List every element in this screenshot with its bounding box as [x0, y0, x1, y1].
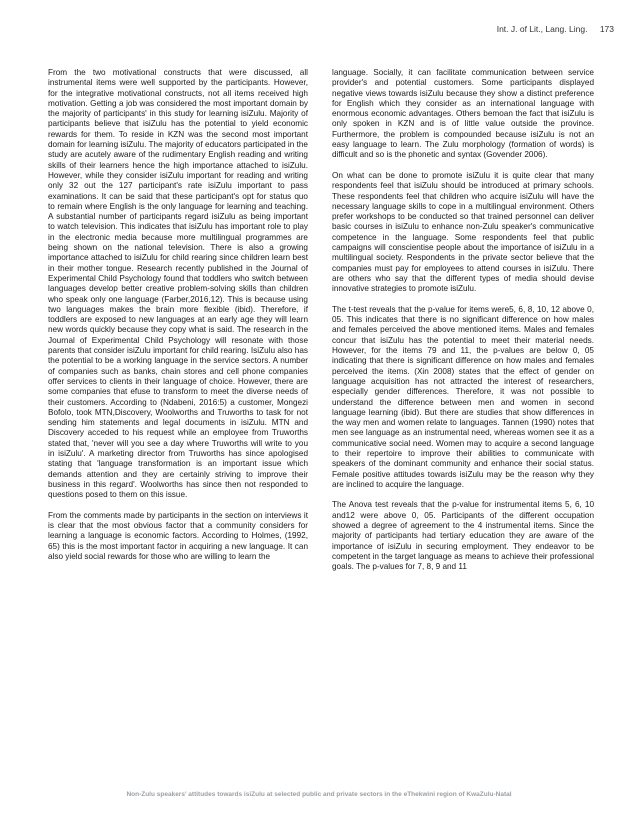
left-column [48, 68, 308, 573]
paragraph: On what can be done to promote isiZulu it is quite clear that many respondents feel that isiZulu should be introduced at primary schools. These respondents feel that children who acquire isiZulu will have the necessary language skills to cope in a multilingual environment. Others prefer workshops to be conducted so that trained personnel can deliver basic courses in isiZulu to enhance non-Zulu speaker's communicative competence in the language. Some respondents feel that public campaigns will conscientise people about the importance of isiZulu in a multilingual society. Respondents in the private sector believe that the companies must pay for employees to attend courses in isiZulu. There are others who say that the different types of media should devise innovative strategies to promote isiZulu. [332, 170, 594, 294]
page-number: 173 [599, 24, 614, 34]
paragraph: The Anova test reveals that the p-value for instrumental items 5, 6, 10 and12 were above 0, 05. Participants of the different occupation showed a degree of agreement to the 4 instrumental items. Since the majority of participants had tertiary education they are aware of the importance of isiZulu in securing employment. They endeavor to be competent in the target language as means to achieve their professional goals. The p-values for 7, 8, 9 and 11 [332, 500, 594, 572]
paragraph: From the two motivational constructs that were discussed, all instrumental items were well supported by the participants. However, for the integrative motivational constructs, not all items received high motivation. Getting a job was considered the most important domain by the majority of participants' in this study for learning isiZulu. Majority of participants believe that isiZulu has the potential to yield economic rewards for them. To reside in KZN was the second most important domain for learning isiZulu. The majority of educators participated in the study are acutely aware of the rudimentary English reading and writing skills of their learners hence the high importance attached to isiZulu. However, while they consider isiZulu important for reading and writing only 32 out the 127 participant's rate isiZulu important to pass examinations. It can be said that these participant's opt for status quo to remain where English is the only language for learning and teaching. A substantial number of participants regard isiZulu as being important to watch television. This indicates that isiZulu has important role to play in the electronic media because more multilingual programmes are being shown on the national television. There is also a growing importance attached to isiZulu for child rearing since children learn best in their mother tongue. Research recently published in the Journal of Experimental Child Psychology found that toddlers who switch between languages develop better creative problem-solving skills than children who speak only one language (Farber,2016,12). This is because using two languages makes the brain more flexible (ibid). Therefore, if toddlers are exposed to new languages at an early age they will learn new words quickly because they copy what is said. The research in the Journal of Experimental Child Psychology will resonate with those parents that consider isiZulu important for child rearing. IsiZulu also has the potential to be a working language in the service sectors. A number of companies such as banks, chain stores and cell phone companies offer services to clients in their language of choice. However, there are some companies that efuse to transform to meet the diverse needs of their customers. According to (Ndabeni, 2016:5) a customer, Mongezi Bofolo, took MTN,Discovery, Woolworths and Truworths to task for not sending him statements and legal documents in isiZulu. MTN and Discovery acceded to his request while an employee from Truworths stated that, 'never will you see a day where Truworths will write to you in isiZulu'. A marketing director from Truworths has since apologised stating that 'language transformation is an important issue which demands attention and they are certainly striving to improve their business in this regard'. Woolworths has since then not responded to questions posed to them on this issue. [48, 68, 308, 500]
paragraph: From the comments made by participants in the section on interviews it is clear that the most obvious factor that a community considers for learning a language is economic factors. According to Holmes, (1992, 65) this is the most important factor in acquiring a new language. It can also yield social rewards for those who are willing to learn the [48, 510, 308, 561]
right-column [332, 68, 594, 583]
running-header [497, 24, 614, 34]
paragraph: The t-test reveals that the p-value for items were5, 6, 8, 10, 12 above 0, 05. This indicates that there is no significant difference on how males and females perceived the above mentioned items. Males and females concur that isiZulu has the potential to meet their material needs. However, for the items 79 and 11, the p-values are below 0, 05 indicating that there is significant difference on how males and females perceived the items. (Xin 2008) states that the effect of gender on language acquisition has not attracted the interest of researchers, especially gender differences. Therefore, it was not possible to understand the difference between men and women in second language learning (ibid). But there are studies that show differences in the way men and women relate to languages. Tannen (1990) notes that men see language as an instrumental need, whereas women see it as a communicative social need. Women may to acquire a second language to their repertoire to improve their abilities to communicate with speakers of the dominant community and enhance their social status. Female positive attitudes towards isiZulu may be the reason why they are inclined to acquire the language. [332, 304, 594, 489]
paragraph: language. Socially, it can facilitate communication between service provider's and potential customers. Some participants displayed negative views towards isiZulu because they show a distinct preference for English which they consider as an international language with enormous economic advantages. Others bemoan the fact that isiZulu is only spoken in KZN and is of little value outside the province. Furthermore, the problem is compounded because isiZulu is not an easy language to learn. The Zulu morphology (formation of words) is difficult and so is the phonetic and syntax (Govender 2006). [332, 68, 594, 160]
journal-name: Int. J. of Lit., Lang. Ling. [496, 24, 588, 34]
running-footer: Non-Zulu speakers' attitudes towards isiZulu at selected public and private sectors in the eThekwini region of KwaZulu-Natal [126, 791, 512, 798]
